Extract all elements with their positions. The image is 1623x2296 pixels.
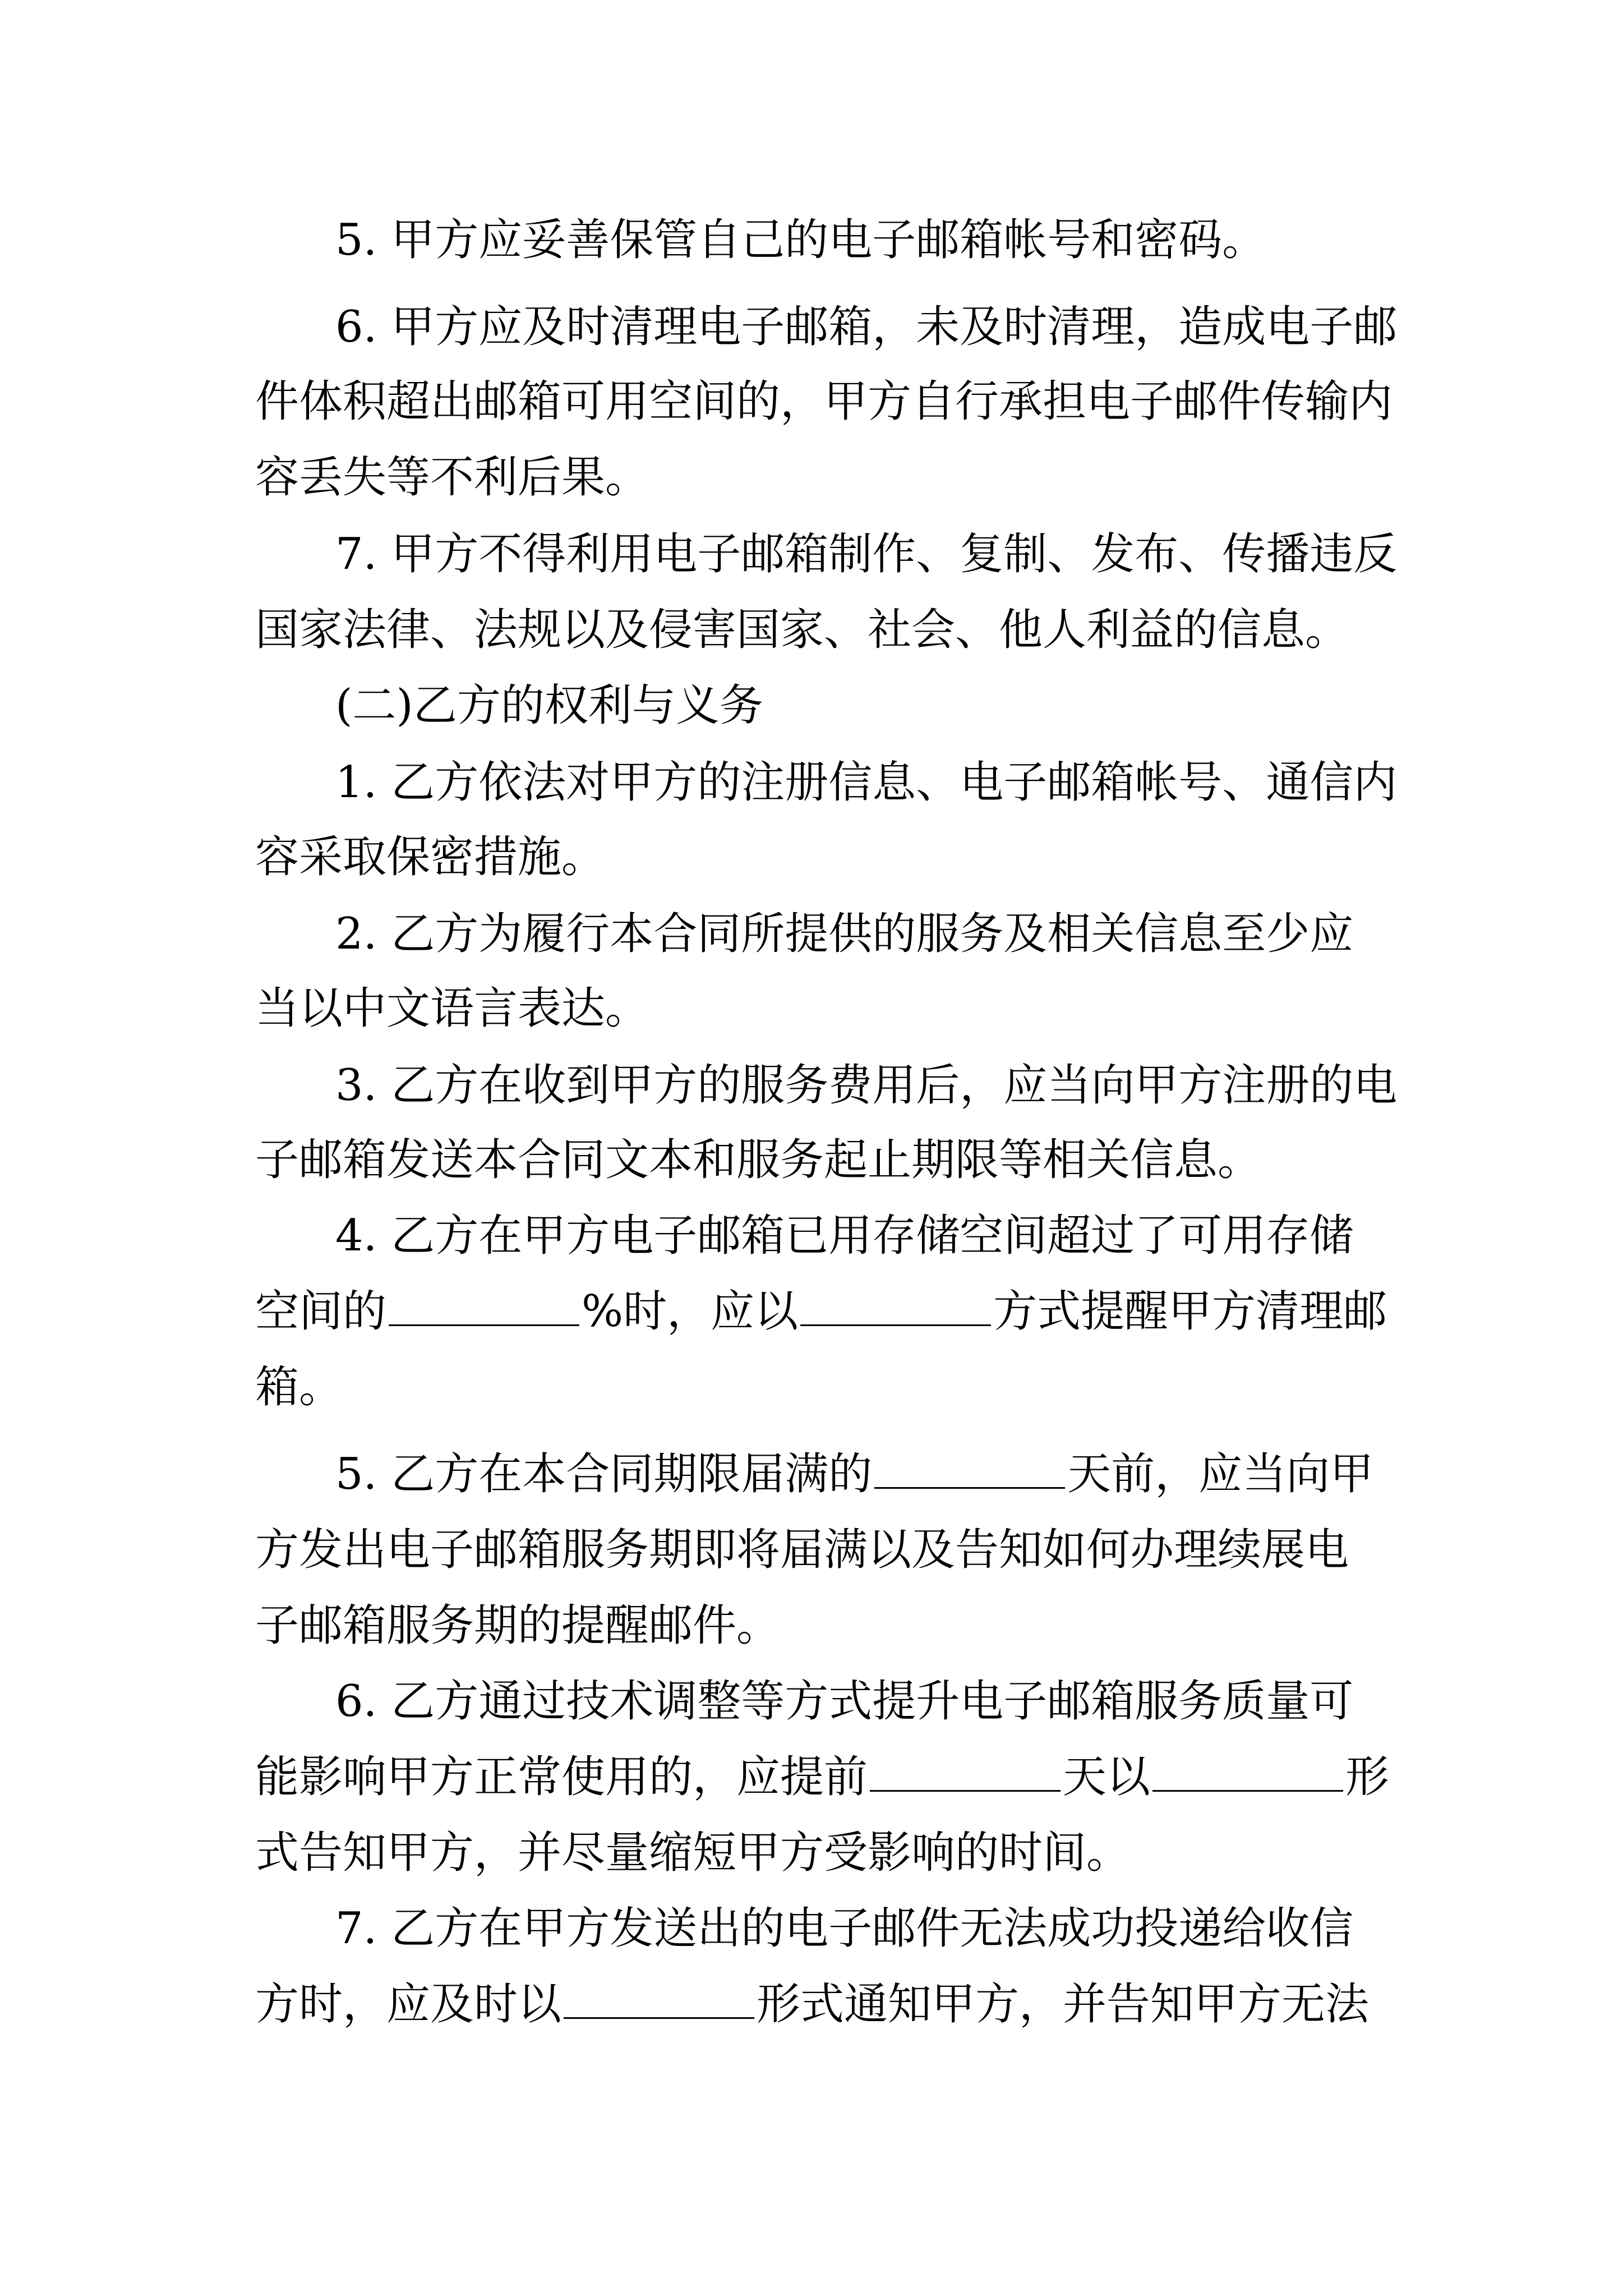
item-b7-line1: 7. 乙方在甲方发送出的电子邮件无法成功投递给收信 xyxy=(335,1903,1354,1954)
item-a6-line2: 件体积超出邮箱可用空间的，甲方自行承担电子邮件传输内 xyxy=(255,376,1393,427)
item-b7-line2 xyxy=(255,1977,1369,2031)
item-b4-line2 xyxy=(255,1285,1387,1338)
section-heading-party-b: (二)乙方的权利与义务 xyxy=(335,680,763,731)
item-b4-text-c: 方式提醒甲方清理邮 xyxy=(993,1286,1387,1337)
item-b6-text-b: 天以 xyxy=(1063,1752,1151,1802)
item-b6-text-c: 形 xyxy=(1345,1752,1390,1802)
item-b7-text-a: 方时，应及时以 xyxy=(255,1979,562,2030)
fill-in-blank-days[interactable] xyxy=(874,1448,1065,1489)
item-b5-text-a: 5. 乙方在本合同期限届满的 xyxy=(335,1449,873,1499)
item-b5-text-b: 天前，应当向甲 xyxy=(1067,1449,1374,1499)
item-b3-line2: 子邮箱发送本合同文本和服务起止期限等相关信息。 xyxy=(255,1135,1262,1185)
fill-in-blank-notify-form[interactable] xyxy=(564,1978,754,2019)
item-b3-line1: 3. 乙方在收到甲方的服务费用后，应当向甲方注册的电 xyxy=(335,1060,1398,1111)
item-b6-line2 xyxy=(255,1750,1389,1804)
fill-in-blank-notice-form[interactable] xyxy=(1152,1751,1343,1792)
item-b4-line1: 4. 乙方在甲方电子邮箱已用存储空间超过了可用存储 xyxy=(335,1211,1354,1261)
item-b7-text-b: 形式通知甲方，并告知甲方无法 xyxy=(757,1979,1370,2030)
item-b4-text-a: 空间的 xyxy=(255,1286,387,1337)
item-b5-line1 xyxy=(335,1447,1373,1501)
fill-in-blank-percent[interactable] xyxy=(389,1285,579,1326)
fill-in-blank-notice-days[interactable] xyxy=(870,1751,1061,1792)
item-b1-line2: 容采取保密措施。 xyxy=(255,832,606,882)
item-b5-line2: 方发出电子邮箱服务期即将届满以及告知如何办理续展电 xyxy=(255,1525,1349,1575)
item-b2-line2: 当以中文语言表达。 xyxy=(255,983,649,1034)
item-a6-line3: 容丢失等不利后果。 xyxy=(255,452,649,503)
item-b1-line1: 1. 乙方依法对甲方的注册信息、电子邮箱帐号、通信内 xyxy=(335,757,1398,808)
item-b6-line1: 6. 乙方通过技术调整等方式提升电子邮箱服务质量可 xyxy=(335,1676,1354,1727)
item-a7-line2: 国家法律、法规以及侵害国家、社会、他人利益的信息。 xyxy=(255,605,1349,655)
item-a6-line1: 6. 甲方应及时清理电子邮箱，未及时清理，造成电子邮 xyxy=(335,302,1398,352)
item-b5-line3: 子邮箱服务期的提醒邮件。 xyxy=(255,1600,781,1651)
item-b6-line3: 式告知甲方，并尽量缩短甲方受影响的时间。 xyxy=(255,1828,1131,1878)
item-b2-line1: 2. 乙方为履行本合同所提供的服务及相关信息至少应 xyxy=(335,909,1354,959)
item-b4-line3: 箱。 xyxy=(255,1362,343,1412)
fill-in-blank-method[interactable] xyxy=(800,1285,991,1326)
item-a5-line1: 5. 甲方应妥善保管自己的电子邮箱帐号和密码。 xyxy=(335,215,1266,265)
item-b4-text-b: %时，应以 xyxy=(582,1286,799,1337)
item-a7-line1: 7. 甲方不得利用电子邮箱制作、复制、发布、传播违反 xyxy=(335,529,1398,579)
item-b6-text-a: 能影响甲方正常使用的，应提前 xyxy=(255,1752,868,1802)
